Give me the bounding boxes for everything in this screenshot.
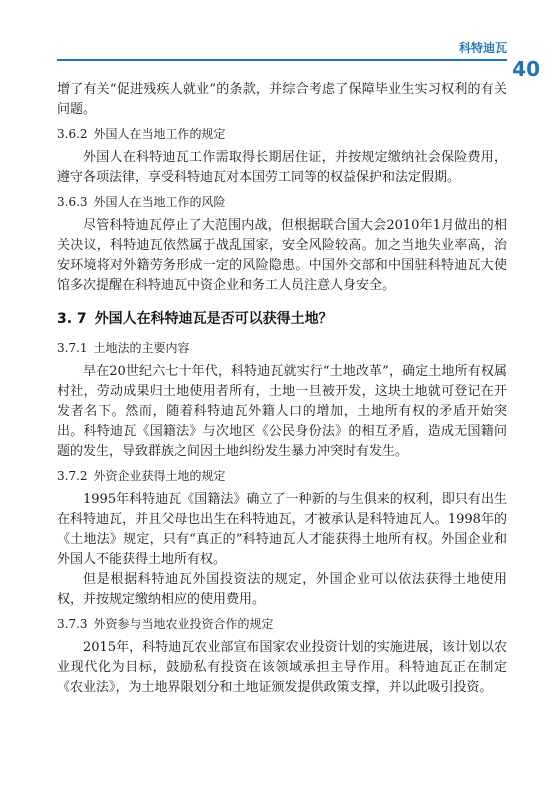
- section-number: 3.7.1: [57, 341, 88, 355]
- section-title: 外国人在当地工作的规定: [93, 127, 226, 141]
- paragraph-3-7-2-a: 1995年科特迪瓦《国籍法》确立了一种新的与生俱来的权利，即只有出生在科特迪瓦，并且父母也出生在科特迪瓦，才被承认是科特迪瓦人。1998年的《土地法》规定，只有“真正的”科特迪瓦人才能获得土地所有权。外国企业和外国人不能获得土地所有权。: [57, 492, 507, 567]
- paragraph-3-6-3: 尽管科特迪瓦停止了大范围内战，但根据联合国大会2010年1月做出的相关决议，科特迪瓦依然属于战乱国家，安全风险较高。加之当地失业率高，治安环境将对外籍劳务形成一定的风险隐患。中国外交部和中国驻科特迪瓦大使馆多次提醒在科特迪瓦中资企业和务工人员注意人身安全。: [57, 218, 507, 293]
- section-heading-3-6-2: [57, 126, 507, 142]
- running-title: 科特迪瓦: [458, 41, 507, 55]
- paragraph-3-6-2: 外国人在科特迪瓦工作需取得长期居住证，并按规定缴纳社会保险费用，遵守各项法律，享受科特迪瓦对本国劳工同等的权益保护和法定假期。: [57, 150, 507, 185]
- section-heading-3-7: [57, 310, 507, 328]
- section-title: 外国人在科特迪瓦是否可以获得土地？: [94, 311, 333, 327]
- paragraph-3-7-2-b: 但是根据科特迪瓦外国投资法的规定，外国企业可以依法获得土地使用权，并按规定缴纳相应的使用费用。: [57, 572, 507, 607]
- section-number: 3.6.3: [57, 195, 88, 209]
- section-heading-3-7-2: [57, 468, 507, 484]
- page-body: [57, 80, 507, 698]
- section-title: 土地法的主要内容: [93, 341, 190, 355]
- paragraph-3-7-1: 早在20世纪六七十年代，科特迪瓦就实行“土地改革”，确定土地所有权属村社，劳动成果归土地使用者所有，土地一旦被开发，这块土地就可登记在开发者名下。然而，随着科特迪瓦外籍人口的增加，土地所有权的矛盾开始突出。科特迪瓦《国籍法》与次地区《公民身份法》的相互矛盾，造成无国籍问题的发生，导致群族之间因土地纠纷发生暴力冲突时有发生。: [57, 364, 507, 459]
- section-number: 3.7.3: [57, 617, 88, 631]
- section-title: 外国人在当地工作的风险: [93, 195, 226, 209]
- section-number: 3.7.2: [57, 469, 88, 483]
- section-number: 3. 7: [57, 311, 87, 327]
- section-title: 外资参与当地农业投资合作的规定: [93, 617, 274, 631]
- section-number: 3.6.2: [57, 127, 88, 141]
- section-heading-3-7-1: [57, 340, 507, 356]
- paragraph-3-7-3: 2015年，科特迪瓦农业部宣布国家农业投资计划的实施进展，该计划以农业现代化为目标，鼓励私有投资在该领域承担主导作用。科特迪瓦正在制定《农业法》，为土地界限划分和土地证颁发提供政策支撑，并以此吸引投资。: [57, 640, 507, 695]
- section-heading-3-6-3: [57, 194, 507, 210]
- section-heading-3-7-3: [57, 616, 507, 632]
- running-header: [57, 33, 507, 61]
- intro-paragraph: 增了有关“促进残疾人就业”的条款，并综合考虑了保障毕业生实习权利的有关问题。: [57, 82, 507, 117]
- section-title: 外资企业获得土地的规定: [93, 469, 226, 483]
- page-number: 40: [512, 57, 540, 81]
